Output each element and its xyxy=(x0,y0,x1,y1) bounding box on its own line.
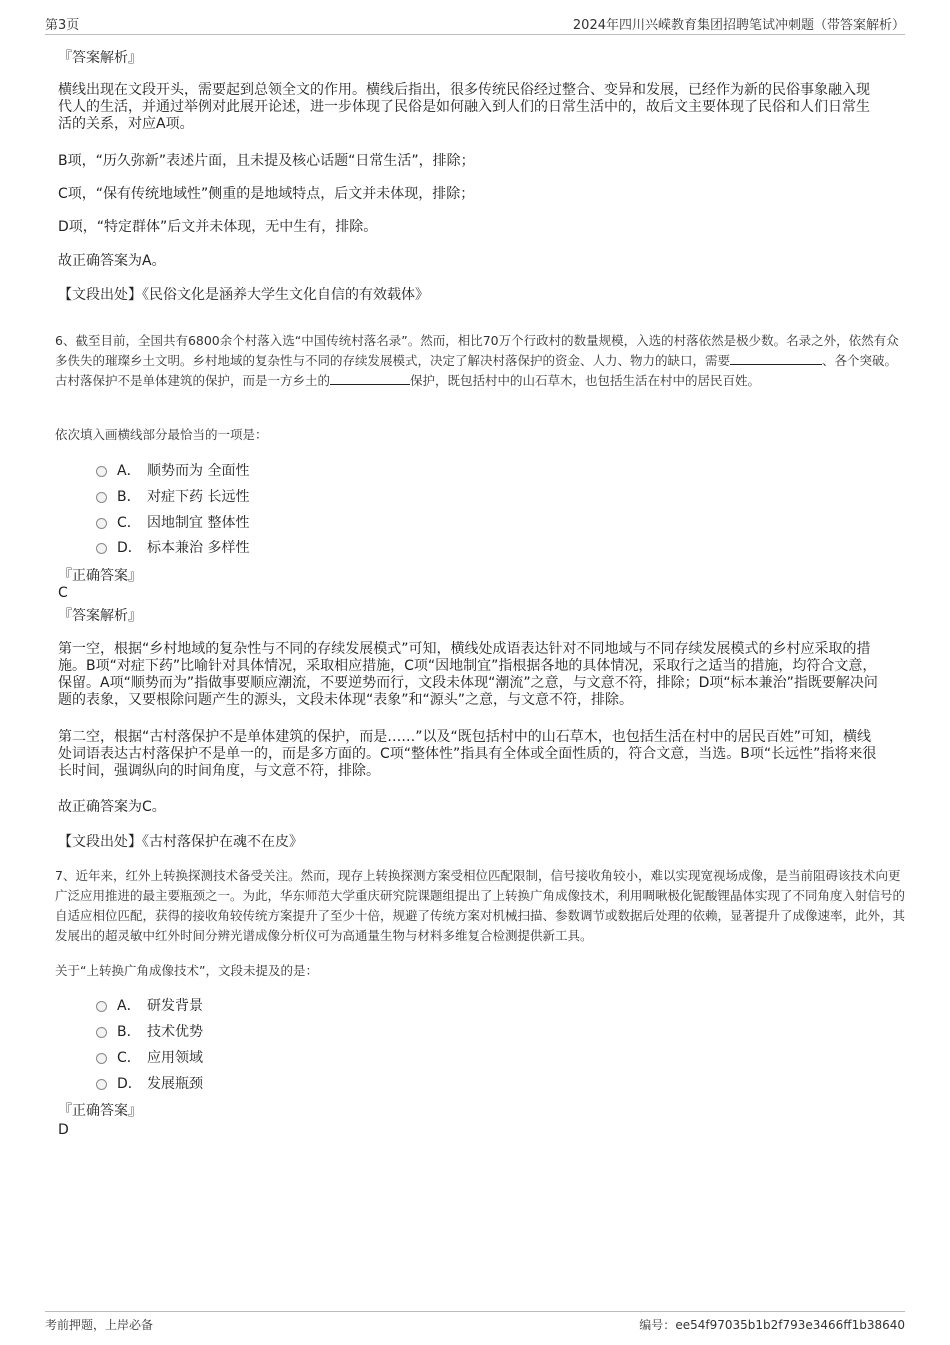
radio-icon[interactable] xyxy=(96,1027,107,1038)
radio-icon[interactable] xyxy=(96,1001,107,1012)
page-number: 第3页 xyxy=(45,18,80,33)
document-title: 2024年四川兴嵘教育集团招聘笔试冲刺题（带答案解析） xyxy=(572,18,905,33)
question-stem-part: 保护，既包括村中的山石草木，也包括生活在村中的居民百姓。 xyxy=(410,373,761,388)
radio-icon[interactable] xyxy=(96,492,107,503)
correct-answer: D xyxy=(58,1122,69,1138)
source-citation: 【文段出处】《民俗文化是涵养大学生文化自信的有效载体》 xyxy=(58,287,429,303)
analysis-paragraph: D项，“特定群体”后文并未体现，无中生有，排除。 xyxy=(58,219,378,235)
analysis-paragraph: 第一空，根据“乡村地域的复杂性与不同的存续发展模式”可知，横线处成语表达针对不同地域与不同存续发展模式的乡村应采取的措施。B项“对症下药”比喻针对具体情况，采取相应措施，C项“因地制宜”指根据各地的具体情况，采取行之适当的措施，均符合文意，保留。A项“顺势而为”指做事要顺应潮流，不要逆势而行，文段未体现“潮流”之意，与文意不符，排除；D项“标本兼治”指既要解决问题的表象，又要根除问题产生的源头，文段未体现“表象”和“源头”之意，与文意不符，排除。 xyxy=(58,641,878,708)
option-c[interactable]: C． 因地制宜 整体性 xyxy=(96,515,249,532)
radio-icon[interactable] xyxy=(96,1053,107,1064)
radio-icon[interactable] xyxy=(96,543,107,554)
answer-heading: 『正确答案』 xyxy=(58,568,142,584)
analysis-heading: 『答案解析』 xyxy=(58,50,142,66)
analysis-heading: 『答案解析』 xyxy=(58,608,142,624)
option-a[interactable]: A． 研发背景 xyxy=(96,998,203,1015)
document-code-label: 编号： xyxy=(639,1318,676,1332)
option-b[interactable]: B． 对症下药 长远性 xyxy=(96,489,249,506)
analysis-paragraph: B项，“历久弥新”表述片面，且未提及核心话题“日常生活”，排除； xyxy=(58,153,475,169)
option-a[interactable]: A． 顺势而为 全面性 xyxy=(96,463,249,480)
question-stem: 7、近年来，红外上转换探测技术备受关注。然而，现存上转换探测方案受相位匹配限制，信号接收角较小，难以实现宽视场成像，是当前阻碍该技术向更广泛应用推进的最主要瓶颈之一。为此，华东师范大学重庆研究院课题组提出了上转换广角成像技术，利用啁啾极化铌酸锂晶体实现了不同角度入射信号的自适应相位匹配，获得的接收角较传统方案提升了至少十倍，规避了传统方案对机械扫描、参数调节或数据后处理的依赖，显著提升了成像速率，此外，其发展出的超灵敏中红外时间分辨光谱成像分析仪可为高通量生物与材料多维复合检测提供新工具。 xyxy=(55,868,906,943)
question-stem-part: 6、截至目前，全国共有6800余个村落入选“中国传统村落名录”。然而，相比70万个行政村的数量规模，入选的村落依然是极少数。名录之外，依然有众多佚失的璀璨乡土文明。乡村地域的复杂性与不同的存续发展模式，决定了解决村落保护的资金、人力、物力的缺口，需要 xyxy=(55,333,899,368)
fill-blank xyxy=(730,352,822,365)
answer-statement: 故正确答案为A。 xyxy=(58,253,166,269)
option-c[interactable]: C． 应用领域 xyxy=(96,1050,203,1067)
radio-icon[interactable] xyxy=(96,1079,107,1090)
radio-icon[interactable] xyxy=(96,466,107,477)
question-stem xyxy=(55,331,905,391)
option-d[interactable]: D． 标本兼治 多样性 xyxy=(96,540,249,557)
question-prompt: 依次填入画横线部分最恰当的一项是： xyxy=(55,427,268,442)
footer-slogan: 考前押题，上岸必备 xyxy=(45,1318,154,1332)
fill-blank xyxy=(330,372,410,385)
analysis-paragraph: C项，“保有传统地域性”侧重的是地域特点，后文并未体现，排除； xyxy=(58,186,475,202)
page-footer xyxy=(45,1311,905,1336)
question-stem-part: 、各个突破。古村落保护不是单体建筑的保护，而是一方乡土的 xyxy=(55,353,898,388)
option-b[interactable]: B． 技术优势 xyxy=(96,1024,203,1041)
document-code xyxy=(639,1316,905,1333)
answer-statement: 故正确答案为C。 xyxy=(58,799,166,815)
correct-answer: C xyxy=(58,585,68,601)
option-d[interactable]: D． 发展瓶颈 xyxy=(96,1076,203,1093)
source-citation: 【文段出处】《古村落保护在魂不在皮》 xyxy=(58,834,303,850)
document-code-value: ee54f97035b1b2f793e3466ff1b38640 xyxy=(675,1318,905,1332)
analysis-paragraph: 横线出现在文段开头，需要起到总领全文的作用。横线后指出，很多传统民俗经过整合、变异和发展，已经作为新的民俗事象融入现代人的生活，并通过举例对此展开论述，进一步体现了民俗是如何融入到人们的日常生活中的，故后文主要体现了民俗和人们日常生活的关系，对应A项。 xyxy=(58,82,870,132)
answer-heading: 『正确答案』 xyxy=(58,1103,142,1119)
analysis-paragraph: 第二空，根据“古村落保护不是单体建筑的保护，而是……”以及“既包括村中的山石草木，也包括生活在村中的居民百姓”可知，横线处词语表达古村落保护不是单一的，而是多方面的。C项“整体性”指具有全体或全面性质的，符合文意，当选。B项“长远性”指将来很长时间，强调纵向的时间角度，与文意不符，排除。 xyxy=(58,729,877,779)
radio-icon[interactable] xyxy=(96,518,107,529)
page-header xyxy=(45,12,905,35)
question-prompt: 关于“上转换广角成像技术”，文段未提及的是： xyxy=(55,963,318,978)
